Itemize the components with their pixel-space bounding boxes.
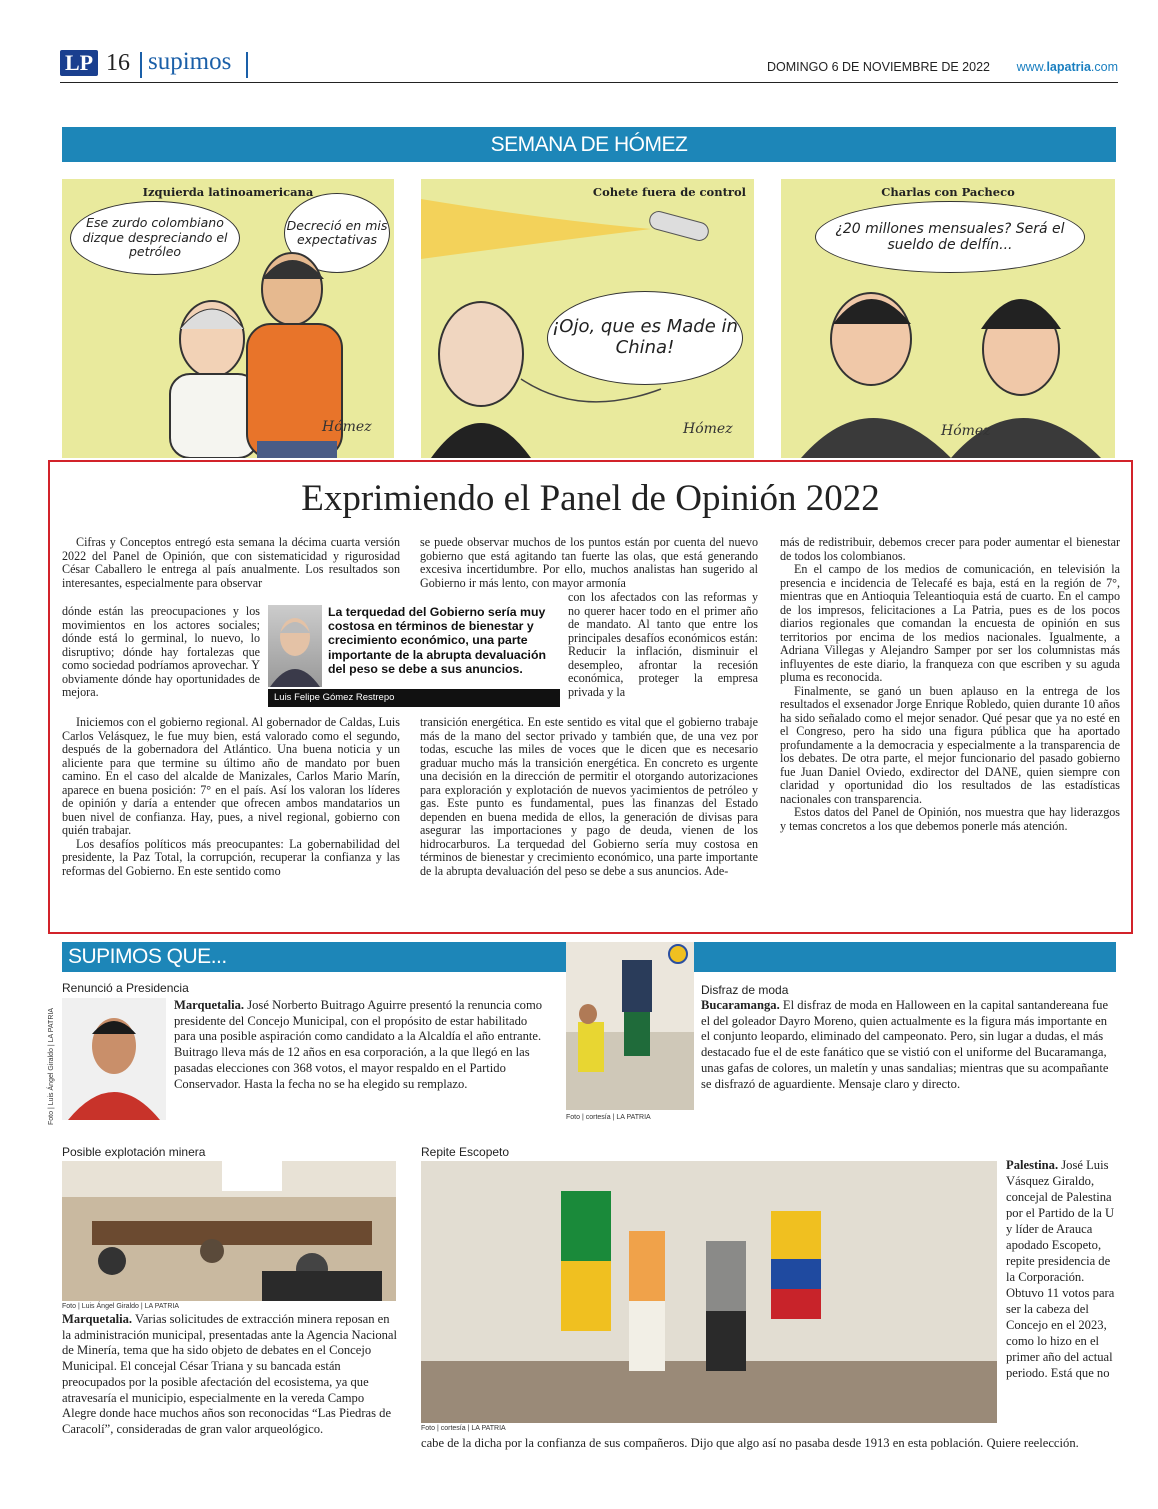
item-text: El disfraz de moda en Halloween en la capital santandereana fue el del goleador Dayro Moreno, quien actualmente es la figura más importante en el conjunto leopardo, eliminado del campeonato. Pero, sin lugar a dudas, el más destacado fue el de este fanático que se vistió con el uniforme del Bucaramanga, unas gafas de colores, un maletín y unas sandalias; mientras que su acompañante se disfrazó de aguardiente. Mensaje claro y directo. bbox=[701, 998, 1109, 1091]
cartoon-signature: Hómez bbox=[683, 421, 733, 437]
speech-bubble: ¡Ojo, que es Made in China! bbox=[547, 291, 743, 385]
paragraph: Iniciemos con el gobierno regional. Al gobernador de Caldas, Luis Carlos Velásquez, le fue muy bien, está valorado como el segundo, después de la gobernadora del Atlántico. Una buena noticia y un aliciente para que termine su último año de mandato por buen camino. En el caso del alcalde de Manizales, Carlos Mario Marín, aparece en buena posición: 7° en el país. Así los valoran los líderes de opinión y daría a entender que ofrecen ambos mandatarios un buen nivel de confianza. Hay, pues, a nivel regional, gobierno con quién trabajar. bbox=[62, 715, 400, 837]
cartoon-panel-3 bbox=[781, 179, 1115, 458]
cartoon-title: Izquierda latinoamericana bbox=[142, 185, 314, 199]
item-body bbox=[174, 998, 546, 1092]
website-link[interactable] bbox=[1017, 60, 1118, 74]
article-title: Exprimiendo el Panel de Opinión 2022 bbox=[301, 478, 880, 519]
speech-bubble: Ese zurdo colombiano dizque despreciando el petróleo bbox=[70, 201, 240, 275]
costume-photo bbox=[566, 942, 694, 1110]
section-name: supimos bbox=[148, 48, 232, 75]
item-text: Varias solicitudes de extracción minera reposan en la administración municipal, presentadas ante la Agencia Nacional de Minería, tema que ha sido objeto de debates en el Concejo Municipal. El concejal César Triana y su bancada están preocupados por la posible afectación del ecosistema, ya que atravesaría el municipio, especialmente en la vereda Campo Alegre donde hace muchos años son reconocidas “Las Piedras de Caracolí”, consideradas de gran valor arqueológico. bbox=[62, 1312, 398, 1436]
cartoon-signature: Hómez bbox=[941, 423, 991, 439]
cartoon-banner: SEMANA DE HÓMEZ bbox=[62, 127, 1116, 162]
item-subtitle: Repite Escopeto bbox=[421, 1145, 510, 1159]
item-body bbox=[1006, 1157, 1118, 1381]
item-body bbox=[701, 998, 1115, 1092]
website-prefix: www. bbox=[1016, 60, 1047, 74]
article-column-1-rest bbox=[62, 716, 400, 878]
paragraph: En el campo de los medios de comunicación, en televisión la presencia e incidencia de Telecafé es baja, está en la región de 7°, mientras que en Antioquia Teleantioquia está de cuarto. En el campo de los impresos, felicitaciones a La Patria, pues es de los pocos diarios regionales que comandan la encuesta de opinión en sus territorios por encima de los medios nacionales. Igualmente, a Adriana Villegas y Alejandro Samper por ser los columnistas más influyentes de este diario, la franqueza con que escriben y su aguda pluma es reconocida. bbox=[780, 562, 1120, 684]
cartoon-signature: Hómez bbox=[322, 419, 372, 435]
issue-date: DOMINGO 6 DE NOVIEMBRE DE 2022 bbox=[767, 60, 990, 74]
divider bbox=[140, 52, 142, 78]
paragraph: Cifras y Conceptos entregó esta semana la décima cuarta versión 2022 del Panel de Opinión, que con sistematicidad y rigurosidad César Caballero le entrega al país anualmente. Los resultados son interesantes, especialmente para observar bbox=[62, 535, 400, 590]
article-column-1 bbox=[62, 536, 400, 590]
divider bbox=[246, 52, 248, 78]
photo-credit: Foto | Luis Ángel Giraldo | LA PATRIA bbox=[48, 1008, 55, 1125]
paragraph: más de redistribuir, debemos crecer para poder aumentar el bienestar de todos los colombianos. bbox=[780, 535, 1120, 563]
cartoon-panel-1 bbox=[62, 179, 394, 458]
item-place: Marquetalia. bbox=[62, 1312, 133, 1326]
item-body bbox=[62, 1312, 398, 1438]
author-photo bbox=[268, 605, 322, 687]
pull-quote bbox=[268, 605, 560, 703]
paragraph: transición energética. En este sentido es vital que el gobierno trabaje más de la mano del sector privado y también que, de una vez por todas, escuche las miles de voces que le dicen que es necesario graduar mucho más la transición energética. En concreto es urgente una decisión en la dirección de permitir el otorgando autorizaciones para exploración y explotación de nuevos yacimientos de petróleo y gas. Este punto es fundamental, pues las finanzas del Estado dependen en buena medida de ellos, la generación de divisas para asegurar las importaciones y pago de deuda, vienen de los hidrocarburos. La terquedad del Gobierno sería muy costosa en términos de bienestar y crecimiento económico, una parte importante de la abrupta devaluación del peso se debe a sus anuncios. Ade- bbox=[420, 715, 758, 878]
photo-credit: Foto | cortesía | LA PATRIA bbox=[566, 1114, 651, 1121]
article-column-3 bbox=[780, 536, 1120, 833]
photo-credit: Foto | cortesía | LA PATRIA bbox=[421, 1425, 506, 1432]
paragraph: se puede observar muchos de los puntos están por cuenta del nuevo gobierno que está agitando tan fuerte las olas, que está generando excesiva incertidumbre. Por ello, muchos analistas han sugerido al Gobierno ir más lento, con mayor armonía bbox=[420, 535, 758, 590]
item-place: Marquetalia. bbox=[174, 998, 245, 1012]
item-subtitle: Renunció a Presidencia bbox=[62, 981, 189, 995]
pull-quote-text: La terquedad del Gobierno sería muy costosa en términos de bienestar y crecimiento económico, una parte importante de la abrupta devaluación del peso se debe a sus anuncios. bbox=[328, 605, 546, 676]
cartoon-panel-2 bbox=[421, 179, 754, 458]
cartoon-title: Cohete fuera de control bbox=[592, 185, 746, 199]
paragraph: Estos datos del Panel de Opinión, nos muestra que hay liderazgos y temas concretos a los que debemos ponerle más atención. bbox=[780, 805, 1120, 833]
page-number: 16 bbox=[106, 50, 130, 76]
ceremony-photo bbox=[421, 1161, 997, 1423]
item-text: José Norberto Buitrago Aguirre presentó la renuncia como presidente del Concejo Municipal, con el propósito de estar habilitado para una posible aspiración como candidato a la Alcaldía el año entrante. Buitrago lleva más de 12 años en esa corporación, a la que llegó en las pasadas elecciones con 368 votos, el mayor respaldo en el Partido Conservador. Hasta la fecha no se ha elegido su remplazo. bbox=[174, 998, 543, 1091]
item-subtitle: Posible explotación minera bbox=[62, 1145, 206, 1159]
cartoon-figures bbox=[62, 179, 394, 458]
opinion-article bbox=[48, 460, 1133, 934]
paragraph: Los desafíos políticos más preocupantes: La gobernabilidad del presidente, la Paz Total, la corrupción, recuperar la confianza y las reformas del Gobierno. En este sentido como bbox=[62, 836, 400, 878]
item-text: José Luis Vásquez Giraldo, concejal de Palestina por el Partido de la U y líder de Arauca apodado Escopeto, repite presidencia de la Corporación. Obtuvo 11 votos para ser la cabeza del Concejo en el 2023, como lo hizo en el primer año del actual periodo. Está que no bbox=[1006, 1158, 1115, 1380]
cartoon-title: Charlas con Pacheco bbox=[881, 185, 1015, 199]
speech-bubble: ¿20 millones mensuales? Será el sueldo de delfín... bbox=[815, 201, 1085, 273]
paragraph: con los afectados con las reformas y no querer hacer todo en el primer año de mandato. Al tanto que entre los principales desafíos económicos están: Reducir la inflación, disminuir el desempleo, afrontar la recesión económica, proteger la empresa privada y la bbox=[568, 590, 758, 699]
cartoon-figures bbox=[781, 179, 1115, 458]
item-place: Palestina. bbox=[1006, 1158, 1059, 1172]
supimos-title: SUPIMOS QUE... bbox=[68, 945, 227, 968]
author-name: Luis Felipe Gómez Restrepo bbox=[268, 689, 560, 707]
portrait-photo bbox=[62, 998, 166, 1120]
website-name: lapatria bbox=[1046, 60, 1091, 74]
speech-bubble: Decreció en mis expectativas bbox=[284, 193, 390, 273]
paragraph: dónde están las preocupaciones y los movimientos en los actores sociales; dónde está lo germinal, lo nuevo, lo disruptivo; dónde hay fortalezas que como sociedad podríamos aprovechar. Y obviamente dónde hay oportunidades de mejora. bbox=[62, 604, 260, 699]
meeting-photo bbox=[62, 1161, 396, 1301]
article-column-2-rest bbox=[420, 716, 758, 878]
article-column-1-wrap bbox=[62, 605, 260, 700]
photo-credit: Foto | Luis Ángel Giraldo | LA PATRIA bbox=[62, 1303, 179, 1310]
article-column-2 bbox=[420, 536, 758, 590]
item-subtitle: Disfraz de moda bbox=[701, 983, 789, 997]
article-column-2-wrap bbox=[568, 591, 758, 699]
paragraph: Finalmente, se ganó un buen aplauso en la entrega de los resultados el exsenador Jorge Enrique Robledo, quien durante 10 años ha sido señalado como el mejor senador. Qué pesar que ya no esté en el Congreso, pero ha sido una figura pública que ha aportado profundamente a la democracia y especialmente a la transparencia de los debates. De otra parte, el mejor funcionario del pasado gobierno fue Juan Daniel Oviedo, exdirector del DANE, quien siempre con claridad y oportunidad dio los resultados de las estadísticas nacionales con transparencia. bbox=[780, 683, 1120, 806]
item-body-continued: cabe de la dicha por la confianza de sus compañeros. Dijo que algo así no pasaba desde 1913 en esta población. Quiere reelección. bbox=[421, 1436, 1079, 1450]
page-header bbox=[60, 48, 1118, 83]
item-place: Bucaramanga. bbox=[701, 998, 780, 1012]
website-suffix: .com bbox=[1090, 60, 1118, 74]
logo: LP bbox=[60, 50, 98, 76]
